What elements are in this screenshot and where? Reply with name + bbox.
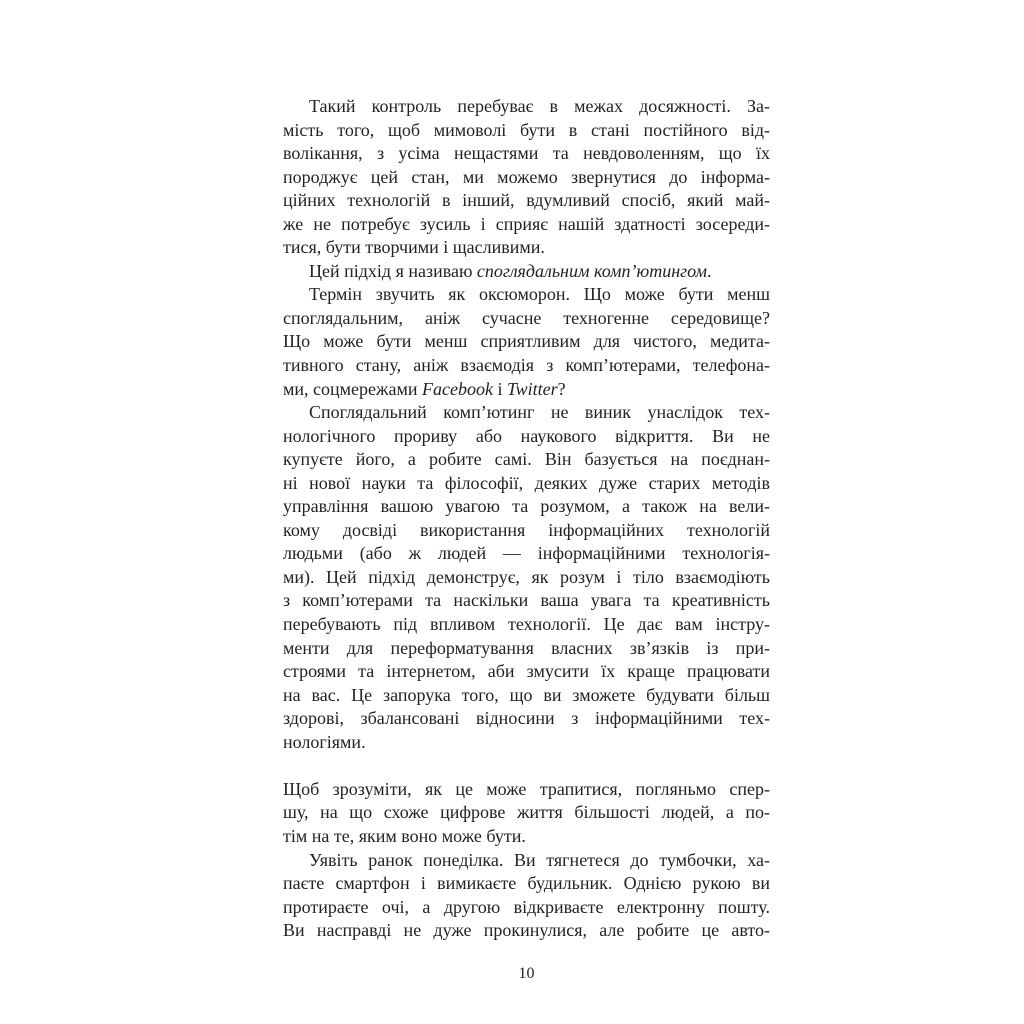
paragraph bbox=[283, 778, 770, 849]
text-line: паєте смартфон і вимикаєте будильник. Однією рукою ви bbox=[283, 873, 770, 894]
italic-brand-twitter: Twitter bbox=[506, 378, 558, 399]
italic-term: споглядальним комп’ютингом bbox=[476, 260, 707, 281]
text-line: Що може бути менш сприятливим для чистого, медита- bbox=[283, 331, 770, 352]
paragraph bbox=[283, 401, 770, 754]
text-segment: Цей підхід я називаю bbox=[309, 260, 477, 281]
text-line: волікання, з усіма нещастями та невдоволенням, що їх bbox=[283, 143, 770, 164]
text-line: ні нової науки та філософії, деяких дуже старих методів bbox=[283, 472, 770, 493]
text-line: Уявіть ранок понеділка. Ви тягнетеся до тумбочки, ха- bbox=[309, 849, 770, 870]
text-line: породжує цей стан, ми можемо звернутися до інформа- bbox=[283, 166, 770, 187]
text-line: протираєте очі, а другою відкриваєте електронну пошту. bbox=[283, 896, 770, 917]
paragraph bbox=[283, 283, 770, 401]
text-line: Щоб зрозуміти, як це може трапитися, погляньмо спер- bbox=[283, 778, 770, 799]
body-text bbox=[283, 95, 770, 943]
text-line: Споглядальний комп’ютинг не виник унаслідок тех- bbox=[309, 402, 770, 423]
text-line bbox=[283, 260, 770, 284]
text-line: перебувають під впливом технології. Це дає вам інстру- bbox=[283, 614, 770, 635]
text-line: строями та інтернетом, аби змусити їх краще працювати bbox=[283, 661, 770, 682]
text-line: людьми (або ж людей — інформаційними технологія- bbox=[283, 543, 770, 564]
text-line: Такий контроль перебуває в межах досяжності. За- bbox=[309, 96, 770, 116]
page-number: 10 bbox=[518, 965, 535, 982]
paragraph bbox=[283, 95, 770, 260]
text-line: з комп’ютерами та наскільки ваша увага та креативність bbox=[283, 590, 770, 611]
text-line: здорові, збалансовані відносини з інформаційними тех- bbox=[283, 708, 770, 729]
text-line: кому досвіді використання інформаційних технологій bbox=[283, 519, 770, 540]
text-line: ційних технологій в інший, вдумливий спосіб, який май- bbox=[283, 190, 770, 211]
text-line bbox=[283, 378, 770, 402]
text-line: тися, бути творчими і щасливими. bbox=[283, 237, 545, 258]
text-line: менти для переформатування власних зв’язків із при- bbox=[283, 637, 770, 658]
section-break bbox=[283, 754, 770, 778]
text-line: нологічного прориву або наукового відкриття. Ви не bbox=[283, 425, 770, 446]
italic-brand-facebook: Facebook bbox=[421, 378, 493, 399]
paragraph bbox=[283, 260, 770, 284]
text-line: тивного стану, аніж взаємодія з комп’ютерами, телефона- bbox=[283, 355, 770, 376]
paragraph bbox=[283, 849, 770, 943]
text-line: купуєте його, а робите самі. Він базується на поєднан- bbox=[283, 449, 770, 470]
text-segment: і bbox=[492, 378, 507, 399]
text-line: Термін звучить як оксюморон. Що може бути менш bbox=[309, 284, 770, 305]
text-segment: ми, соцмережами bbox=[283, 378, 422, 399]
text-line: ми). Цей підхід демонструє, як розум і тіло взаємодіють bbox=[283, 566, 770, 587]
text-line: на вас. Це запорука того, що ви зможете будувати більш bbox=[283, 684, 770, 705]
text-line: мість того, щоб мимоволі бути в стані постійного від- bbox=[283, 119, 770, 140]
text-segment: ? bbox=[557, 378, 566, 399]
text-line: споглядальним, аніж сучасне техногенне середовище? bbox=[283, 307, 770, 328]
text-line: же не потребує зусиль і сприяє нашій здатності зосереди- bbox=[283, 213, 770, 234]
text-line: тім на те, яким воно може бути. bbox=[283, 825, 526, 846]
text-line: нологіями. bbox=[283, 731, 366, 752]
text-line: управління вашою увагою та розумом, а також на вели- bbox=[283, 496, 770, 517]
text-line: шу, на що схоже цифрове життя більшості людей, а по- bbox=[283, 802, 770, 823]
text-segment: . bbox=[706, 260, 712, 281]
text-line: Ви насправді не дуже прокинулися, але робите це авто- bbox=[283, 920, 770, 941]
